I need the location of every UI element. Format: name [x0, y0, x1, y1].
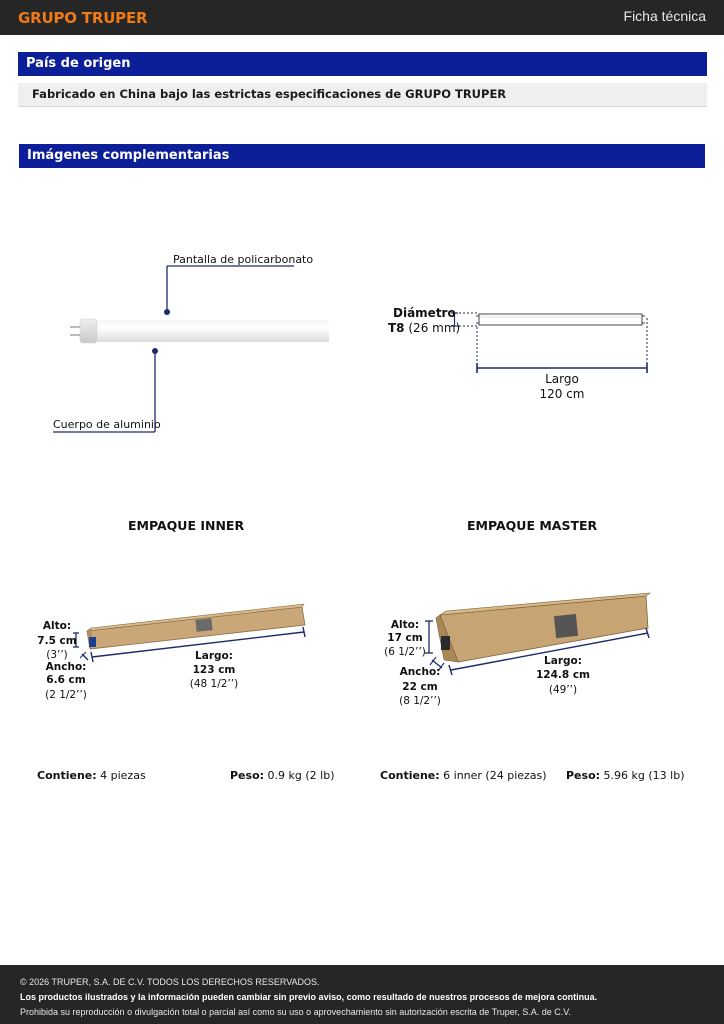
inner-largo-cm: 123 cm: [192, 664, 236, 676]
inner-box-image: [87, 604, 305, 649]
inner-contents-label: Contiene:: [37, 769, 97, 782]
footer-prohibited: Prohibida su reproducción o divulgación total o parcial así como su uso o aprovechamiento sin autorización escrita de Truper, S.A. de C.V.: [20, 1007, 571, 1017]
screen-label: Pantalla de policarbonato: [173, 253, 314, 266]
master-ancho-in: (8 1/2’’): [399, 695, 441, 707]
tube-dimension-diagram: [451, 313, 647, 373]
diameter-mm: (26 mm): [408, 321, 461, 335]
origin-section-title: País de origen: [18, 52, 707, 76]
inner-contents: [37, 769, 146, 782]
master-largo-label: Largo:: [544, 655, 582, 667]
master-largo-cm: 124.8 cm: [535, 669, 591, 681]
body-label: Cuerpo de aluminio: [53, 418, 161, 431]
master-box-image: [436, 593, 650, 662]
inner-contents-value: 4 piezas: [100, 769, 146, 782]
master-alto-in: (6 1/2’’): [384, 646, 426, 658]
master-ancho-cm: 22 cm: [402, 681, 438, 693]
document-type: Ficha técnica: [623, 8, 706, 24]
master-weight: [566, 769, 684, 782]
inner-largo-label: Largo:: [195, 650, 233, 662]
inner-alto-label: Alto:: [42, 620, 72, 632]
brand-logo: GRUPO TRUPER: [18, 9, 148, 27]
images-section-title: Imágenes complementarias: [19, 144, 705, 168]
inner-alto-cm: 7.5 cm: [37, 635, 77, 647]
inner-package-title: EMPAQUE INNER: [128, 518, 245, 533]
master-contents-value: 6 inner (24 piezas): [443, 769, 547, 782]
master-package-title: EMPAQUE MASTER: [467, 518, 598, 533]
master-contents: [380, 769, 547, 782]
master-weight-value: 5.96 kg (13 lb): [603, 769, 685, 782]
inner-largo-in: (48 1/2’’): [189, 678, 239, 690]
inner-weight: [230, 769, 335, 782]
led-tube-image: [70, 319, 329, 343]
footer-notice: Los productos ilustrados y la información pueden cambiar sin previo aviso, como resultado de nuestros procesos de mejora continua.: [20, 992, 598, 1002]
diameter-value: [388, 321, 460, 335]
inner-alto-in: (3’’): [46, 649, 68, 661]
length-label: Largo: [545, 372, 579, 386]
master-ancho-label: Ancho:: [399, 666, 441, 678]
master-largo-in: (49’’): [548, 684, 578, 696]
inner-weight-value: 0.9 kg (2 lb): [267, 769, 335, 782]
inner-weight-label: Peso:: [230, 769, 265, 782]
diameter-label: Diámetro: [393, 306, 456, 320]
master-contents-label: Contiene:: [380, 769, 440, 782]
screen-callout-dot: [164, 309, 170, 315]
origin-text: Fabricado en China bajo las estrictas especificaciones de GRUPO TRUPER: [18, 83, 707, 107]
body-callout-dot: [152, 348, 158, 354]
master-alto-label: Alto:: [390, 619, 420, 631]
inner-ancho-label: Ancho:: [45, 661, 87, 673]
master-weight-label: Peso:: [566, 769, 601, 782]
length-value: 120 cm: [539, 387, 585, 401]
diameter-type: T8: [388, 321, 405, 335]
inner-ancho-cm: 6.6 cm: [46, 674, 86, 686]
footer-copyright: © 2026 TRUPER, S.A. DE C.V. TODOS LOS DERECHOS RESERVADOS.: [20, 977, 320, 987]
footer: [0, 965, 724, 1024]
inner-ancho-in: (2 1/2’’): [45, 689, 87, 701]
master-alto-cm: 17 cm: [387, 632, 423, 644]
